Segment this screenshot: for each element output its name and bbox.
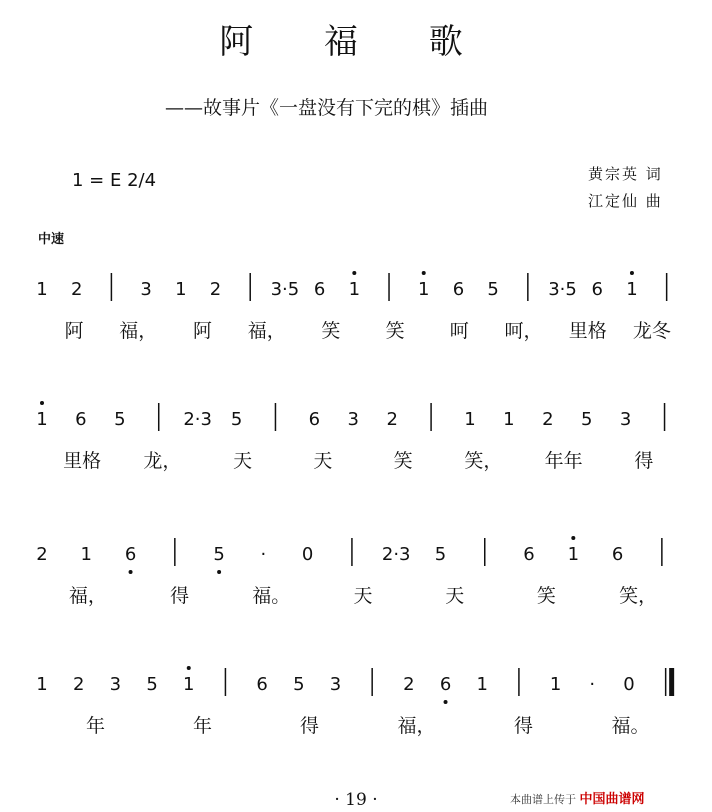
octave-dot-above: [630, 271, 634, 275]
lyric: 阿: [64, 320, 84, 342]
note: 5: [213, 544, 225, 565]
lyric: 福，: [68, 585, 107, 607]
note: 1: [36, 409, 48, 430]
watermark: [510, 788, 645, 807]
note: 1: [626, 279, 638, 300]
lyric: 得: [299, 715, 320, 737]
note: 5: [114, 409, 126, 430]
page-title: 阿 福 歌: [219, 22, 493, 62]
tempo-marking: 中速: [38, 232, 65, 247]
note: 1: [175, 279, 187, 300]
note: 6: [124, 544, 137, 565]
octave-dot-below: [129, 570, 133, 574]
lyric: 笑，: [464, 450, 503, 472]
note: 2·3: [381, 544, 411, 565]
note: 1: [418, 279, 430, 300]
note: ·: [260, 544, 267, 565]
note: 0: [301, 544, 314, 565]
note: 3: [347, 409, 359, 430]
lyric: 福，: [397, 715, 436, 737]
lyric: 呵: [449, 320, 469, 342]
lyric: 笑: [385, 320, 405, 342]
octave-dot-above: [40, 401, 44, 405]
note: 1: [183, 674, 195, 695]
note: 6: [439, 674, 452, 695]
lyric: 天: [445, 585, 465, 607]
note: 1: [567, 544, 580, 565]
note: 2: [403, 674, 415, 695]
note: 5: [487, 279, 499, 300]
lyric: 龙冬: [632, 320, 671, 342]
octave-dot-below: [217, 570, 221, 574]
lyric: 笑: [321, 320, 341, 342]
note: 2·3: [183, 409, 212, 430]
note: 2: [36, 544, 48, 565]
lyric: 龙，: [143, 450, 182, 472]
note: 1: [549, 674, 562, 695]
note: 5: [230, 409, 243, 430]
note: 5: [581, 409, 593, 430]
note: 1: [476, 674, 488, 695]
note: 5: [434, 544, 447, 565]
note: 1: [36, 674, 48, 695]
lyric: 福。: [252, 585, 291, 607]
lyric: 天: [233, 450, 253, 472]
lyric: 年: [192, 715, 213, 737]
note: 2: [386, 409, 398, 430]
note: 6: [452, 279, 465, 300]
note: 3·5: [270, 279, 300, 300]
note: 6: [308, 409, 321, 430]
lyric: 阿: [192, 320, 213, 342]
lyric: 天: [313, 450, 333, 472]
lyric: 年: [85, 715, 106, 737]
note: 6: [523, 544, 535, 565]
octave-dot-above: [571, 536, 575, 540]
note: 5: [293, 674, 305, 695]
octave-dot-above: [422, 271, 426, 275]
note: 6: [591, 279, 603, 300]
note: 6: [75, 409, 87, 430]
lyric: 天: [353, 585, 373, 607]
note: 1: [503, 409, 515, 430]
lyric: 呵，: [504, 320, 543, 342]
note: 6: [256, 674, 268, 695]
note: 2: [70, 279, 83, 300]
note: 3: [109, 674, 122, 695]
note: 5: [146, 674, 158, 695]
note: ·: [589, 674, 596, 695]
lyricist-credit: 黄宗英 词: [588, 165, 663, 183]
note: 1: [80, 544, 93, 565]
lyric: 笑: [536, 585, 556, 607]
octave-dot-above: [187, 666, 191, 670]
lyric: 里格: [568, 320, 607, 342]
note: 2: [542, 409, 554, 430]
note: 3·5: [548, 279, 577, 300]
key-signature: 1 = E 2/4: [72, 170, 157, 191]
lyric: 得: [513, 715, 534, 737]
octave-dot-above: [352, 271, 356, 275]
lyric: 笑: [393, 450, 413, 472]
lyric: 笑，: [619, 585, 658, 607]
note: 0: [623, 674, 635, 695]
note: 1: [348, 279, 361, 300]
watermark-prefix: 本曲谱上传于: [510, 793, 576, 806]
note: 6: [611, 544, 624, 565]
note: 1: [464, 409, 476, 430]
lyric: 里格: [63, 450, 102, 472]
note: 3: [329, 674, 342, 695]
note: 2: [209, 279, 222, 300]
note: 3: [140, 279, 152, 300]
lyric: 年年: [544, 450, 583, 472]
lyric: 福。: [611, 715, 650, 737]
note: 3: [619, 409, 632, 430]
composer-credit: 江定仙 曲: [588, 192, 663, 210]
lyric: 福，: [119, 320, 158, 342]
note: 2: [72, 674, 85, 695]
page-number: · 19 ·: [334, 790, 378, 810]
note: 1: [36, 279, 48, 300]
octave-dot-below: [444, 700, 448, 704]
lyric: 得: [634, 450, 654, 472]
note: 6: [313, 279, 326, 300]
lyric: 得: [170, 585, 190, 607]
watermark-brand: 中国曲谱网: [579, 792, 645, 807]
lyric: 福，: [247, 320, 286, 342]
subtitle: ——故事片《一盘没有下完的棋》插曲: [165, 97, 489, 119]
